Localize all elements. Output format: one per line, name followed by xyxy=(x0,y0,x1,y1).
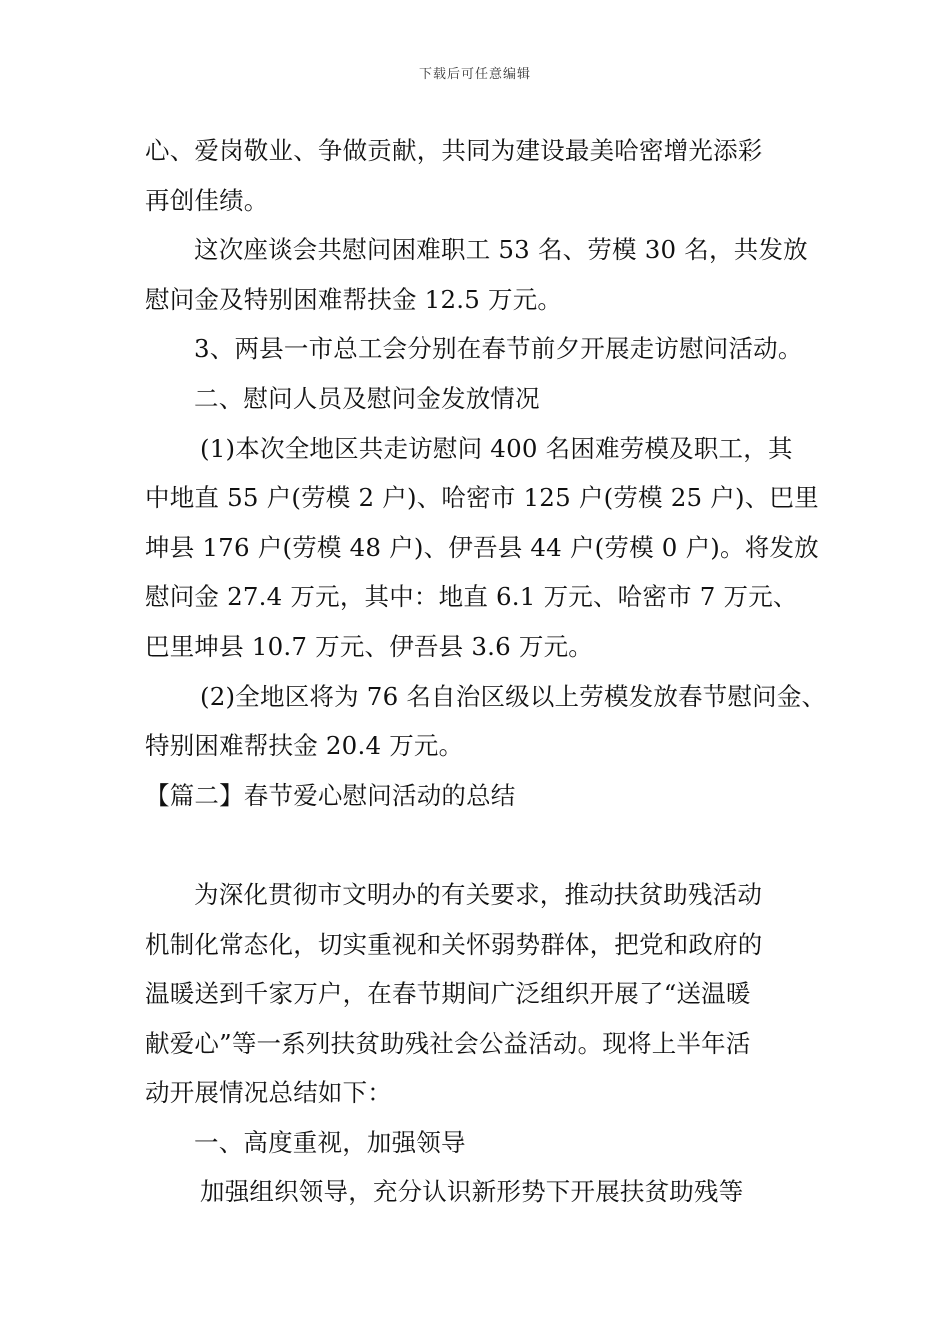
paragraph-line: (1)本次全地区共走访慰问 400 名困难劳模及职工，其 xyxy=(200,433,793,463)
paragraph-line: 3、两县一市总工会分别在春节前夕开展走访慰问活动。 xyxy=(194,334,803,364)
body-line: 机制化常态化，切实重视和关怀弱势群体，把党和政府的 xyxy=(145,929,763,959)
body-line: 中地直 55 户(劳模 2 户)、哈密市 125 户(劳模 25 户)、巴里 xyxy=(145,483,819,513)
body-line: 动开展情况总结如下： xyxy=(145,1078,392,1108)
paragraph-line: 加强组织领导，充分认识新形势下开展扶贫助残等 xyxy=(200,1177,744,1207)
body-line: 献爱心”等一系列扶贫助残社会公益活动。现将上半年活 xyxy=(145,1028,751,1058)
blank-line xyxy=(145,820,825,870)
document-body xyxy=(145,126,825,1217)
body-line: 慰问金及特别困难帮扶金 12.5 万元。 xyxy=(145,284,563,314)
body-line: 心、爱岗敬业、争做贡献，共同为建设最美哈密增光添彩 xyxy=(145,136,763,165)
page-header: 下载后可任意编辑 xyxy=(418,67,531,82)
section-heading: 二、慰问人员及慰问金发放情况 xyxy=(194,383,540,413)
body-line: 温暖送到千家万户，在春节期间广泛组织开展了“送温暖 xyxy=(145,979,751,1009)
article-title: 【篇二】春节爱心慰问活动的总结 xyxy=(145,780,516,810)
body-line: 慰问金 27.4 万元，其中：地直 6.1 万元、哈密市 7 万元、 xyxy=(145,582,798,612)
body-line: 巴里坤县 10.7 万元、伊吾县 3.6 万元。 xyxy=(145,631,593,661)
paragraph-line: (2)全地区将为 76 名自治区级以上劳模发放春节慰问金、 xyxy=(200,681,827,711)
paragraph-line: 这次座谈会共慰问困难职工 53 名、劳模 30 名，共发放 xyxy=(194,235,808,265)
body-line: 坤县 176 户(劳模 48 户)、伊吾县 44 户(劳模 0 户)。将发放 xyxy=(145,532,819,562)
body-line: 再创佳绩。 xyxy=(145,185,269,215)
section-heading: 一、高度重视，加强领导 xyxy=(194,1127,466,1157)
paragraph-line: 为深化贯彻市文明办的有关要求，推动扶贫助残活动 xyxy=(194,879,763,909)
body-line: 特别困难帮扶金 20.4 万元。 xyxy=(145,731,464,761)
